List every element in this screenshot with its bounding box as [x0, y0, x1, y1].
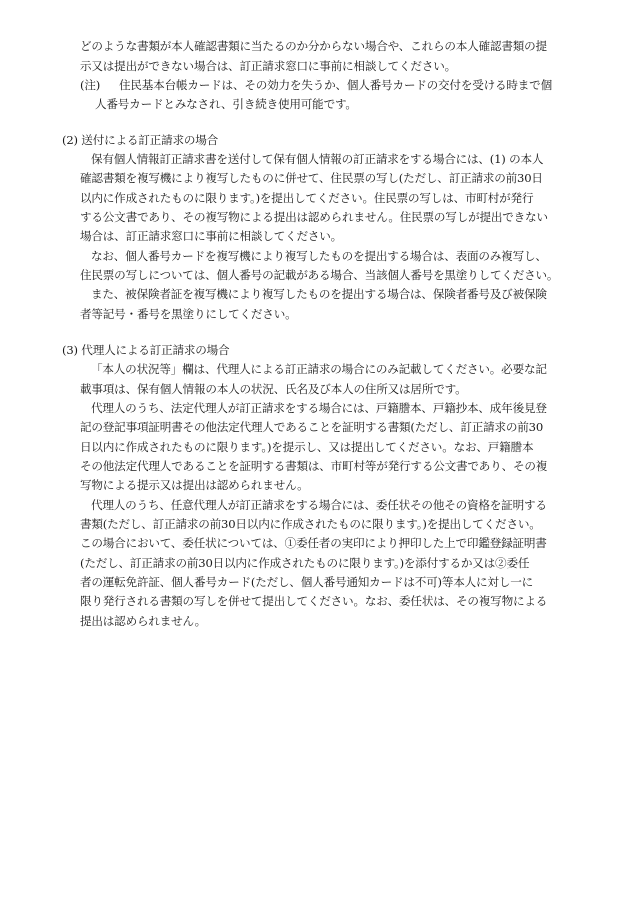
section-2-line: 以内に作成されたものに限ります。)を提出してください。住民票の写しは、市町村が発行: [80, 191, 534, 205]
section-3-heading: (3) 代理人による訂正請求の場合: [62, 343, 230, 357]
section-2-line: 場合は、訂正請求窓口に事前に相談してください。: [80, 229, 343, 243]
section-2-line: また、被保険者証を複写機により複写したものを提出する場合は、保険者番号及び被保険: [91, 287, 547, 301]
section-3-line: 者の運転免許証、個人番号カード(ただし、個人番号通知カードは不可)等本人に対し一に: [80, 575, 534, 589]
section-2-line: 保有個人情報訂正請求書を送付して保有個人情報の訂正請求をする場合には、(1) の本人: [91, 152, 544, 166]
section-3-line: 記の登記事項証明書その他法定代理人であることを証明する書類(ただし、訂正請求の前30: [80, 420, 544, 434]
section-3-line: その他法定代理人であることを証明する書類は、市町村等が発行する公文書であり、その複: [80, 459, 548, 473]
intro-line: 示又は提出ができない場合は、訂正請求窓口に事前に相談してください。: [80, 59, 456, 73]
section-2-line: 者等記号・番号を黒塗りにしてください。: [80, 307, 297, 321]
note-line: 人番号カードとみなされ、引き続き使用可能です。: [95, 97, 357, 111]
section-3-line: 提出は認められません。: [80, 614, 207, 628]
section-3-line: 代理人のうち、任意代理人が訂正請求をする場合には、委任状その他その資格を証明する: [91, 498, 547, 512]
section-3-line: 限り発行される書類の写しを併せて提出してください。なお、委任状は、その複写物による: [80, 594, 548, 608]
section-2-line: 住民票の写しについては、個人番号の記載がある場合、当該個人番号を黒塗りしてください。: [80, 268, 559, 282]
section-3-line: 日以内に作成されたものに限ります。)を提示し、又は提出してください。なお、戸籍謄本: [80, 440, 534, 454]
section-3-line: 書類(ただし、訂正請求の前30日以内に作成されたものに限ります。)を提出してください。: [80, 517, 541, 531]
intro-line: どのような書類が本人確認書類に当たるのか分からない場合や、これらの本人確認書類の提: [80, 39, 547, 53]
section-3-line: 「本人の状況等」欄は、代理人による訂正請求の場合にのみ記載してください。必要な記: [91, 362, 547, 376]
section-2-heading: (2) 送付による訂正請求の場合: [62, 133, 219, 147]
section-2-line: 確認書類を複写機により複写したものに併せて、住民票の写し(ただし、訂正請求の前30日: [80, 171, 543, 185]
section-3-line: 写物による提示又は提出は認められません。: [80, 478, 309, 492]
section-2-line: する公文書であり、その複写物による提出は認められません。住民票の写しが提出できない: [80, 210, 548, 224]
note-label: (注): [80, 78, 101, 92]
section-3-line: この場合において、委任状については、①委任者の実印により押印した上で印鑑登録証明書: [80, 536, 547, 550]
section-3-line: (ただし、訂正請求の前30日以内に作成されたものに限ります。)を添付するか又は②委任: [80, 556, 530, 570]
section-3-line: 載事項は、保有個人情報の本人の状況、氏名及び本人の住所又は居所です。: [80, 382, 467, 396]
section-2-line: なお、個人番号カードを複写機により複写したものを提出する場合は、表面のみ複写し、: [91, 249, 547, 263]
note-line: 住民基本台帳カードは、その効力を失うか、個人番号カードの交付を受ける時まで個: [119, 78, 552, 92]
section-3-line: 代理人のうち、法定代理人が訂正請求をする場合には、戸籍謄本、戸籍抄本、成年後見登: [91, 401, 547, 415]
